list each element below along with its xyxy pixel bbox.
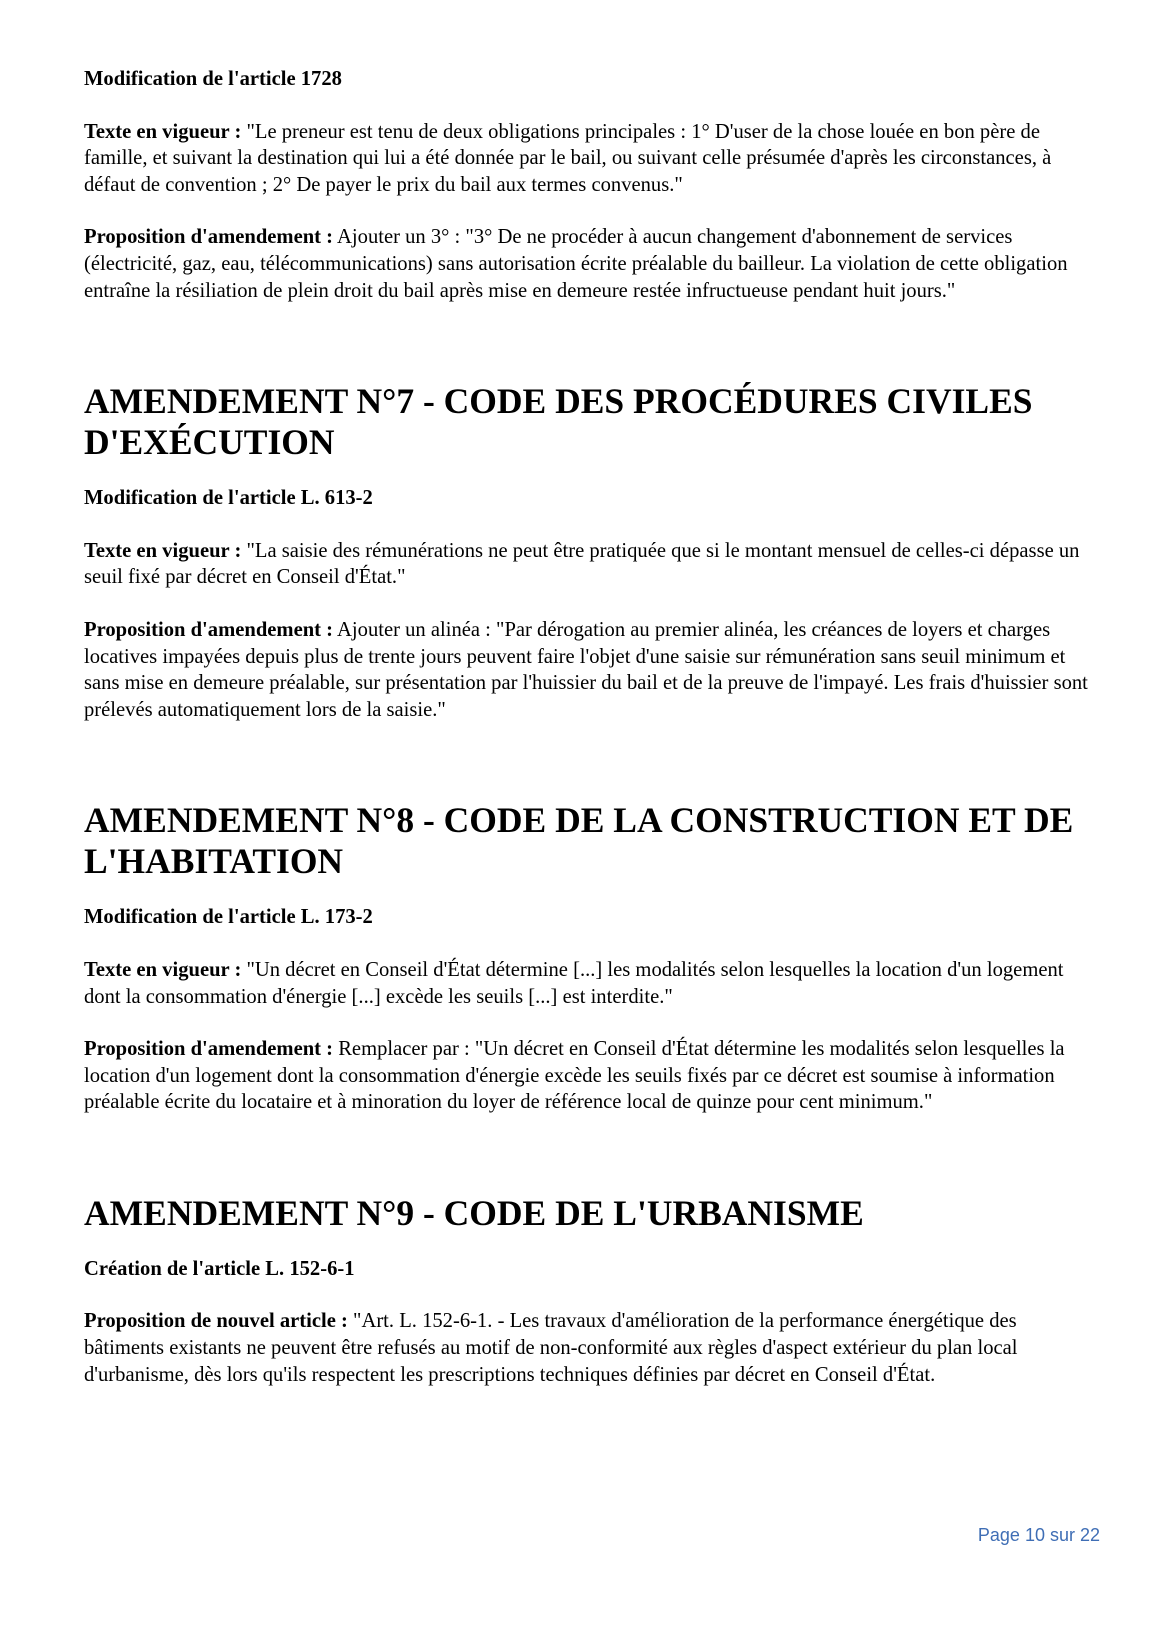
paragraph-label: Texte en vigueur : bbox=[84, 120, 242, 143]
paragraph-text: Ajouter un alinéa : "Par dérogation au premier alinéa, les créances de loyers et charges locatives impayées depuis plus de trente jours peuvent faire l'objet d'une saisie sur rémunération sans seuil minimum et sans mise en demeure préalable, sur présentation par l'huissier du bail et de la preuve de l'impayé. Les frais d'huissier sont prélevés automatiquement lors de la saisie." bbox=[84, 618, 1088, 721]
paragraph-label: Proposition d'amendement : bbox=[84, 226, 334, 249]
current-text-paragraph bbox=[84, 119, 1099, 199]
article-subheading: Création de l'article L. 152-6-1 bbox=[84, 1257, 355, 1280]
section-heading: AMENDEMENT N°7 - CODE DES PROCÉDURES CIVILES D'EXÉCUTION bbox=[84, 381, 1033, 463]
article-subheading: Modification de l'article L. 173-2 bbox=[84, 906, 373, 929]
amendment-proposal-paragraph bbox=[84, 1036, 1099, 1116]
paragraph-text: "Le preneur est tenu de deux obligations principales : 1° D'user de la chose louée en bon père de famille, et suivant la destination qui lui a été donnée par le bail, ou suivant celle présumée d'après les circonstances, à défaut de convention ; 2° De payer le prix du bail aux termes convenus." bbox=[84, 120, 1052, 196]
section-heading: AMENDEMENT N°9 - CODE DE L'URBANISME bbox=[84, 1192, 864, 1233]
paragraph-text: "Un décret en Conseil d'État détermine [...] les modalités selon lesquelles la location d'un logement dont la consommation d'énergie [...] excède les seuils [...] est interdite." bbox=[84, 958, 1064, 1008]
paragraph-label: Texte en vigueur : bbox=[84, 539, 242, 562]
section-heading: AMENDEMENT N°8 - CODE DE LA CONSTRUCTION ET DE L'HABITATION bbox=[84, 800, 1074, 882]
paragraph-text: Ajouter un 3° : "3° De ne procéder à aucun changement d'abonnement de services (électricité, gaz, eau, télécommunications) sans autorisation écrite préalable du bailleur. La violation de cette obligation entraîne la résiliation de plein droit du bail après mise en demeure restée infructueuse pendant huit jours." bbox=[84, 226, 1068, 302]
article-subheading: Modification de l'article L. 613-2 bbox=[84, 487, 373, 510]
current-text-paragraph bbox=[84, 957, 1099, 1010]
amendment-proposal-paragraph bbox=[84, 617, 1099, 723]
current-text-paragraph bbox=[84, 538, 1099, 591]
paragraph-text: Remplacer par : "Un décret en Conseil d'État détermine les modalités selon lesquelles la location d'un logement dont la consommation d'énergie excède les seuils fixés par ce décret est soumise à information préalable écrite du locataire et à minoration du loyer de référence local de quinze pour cent minimum." bbox=[84, 1038, 1065, 1114]
paragraph-text: "La saisie des rémunérations ne peut être pratiquée que si le montant mensuel de celles-ci dépasse un seuil fixé par décret en Conseil d'État." bbox=[84, 539, 1080, 589]
new-article-paragraph bbox=[84, 1308, 1099, 1388]
paragraph-label: Proposition d'amendement : bbox=[84, 1038, 334, 1061]
article-subheading: Modification de l'article 1728 bbox=[84, 68, 342, 90]
page-number: Page 10 sur 22 bbox=[977, 1525, 1100, 1545]
amendment-proposal-paragraph bbox=[84, 224, 1099, 304]
paragraph-label: Proposition d'amendement : bbox=[84, 618, 334, 641]
paragraph-label: Proposition de nouvel article : bbox=[84, 1310, 348, 1333]
paragraph-label: Texte en vigueur : bbox=[84, 958, 242, 981]
paragraph-text: "Art. L. 152-6-1. - Les travaux d'amélioration de la performance énergétique des bâtiments existants ne peuvent être refusés au motif de non-conformité aux règles d'aspect extérieur du plan local d'urbanisme, dès lors qu'ils respectent les prescriptions techniques définies par décret en Conseil d'État. bbox=[84, 1310, 1018, 1386]
document-page bbox=[84, 66, 1099, 1388]
